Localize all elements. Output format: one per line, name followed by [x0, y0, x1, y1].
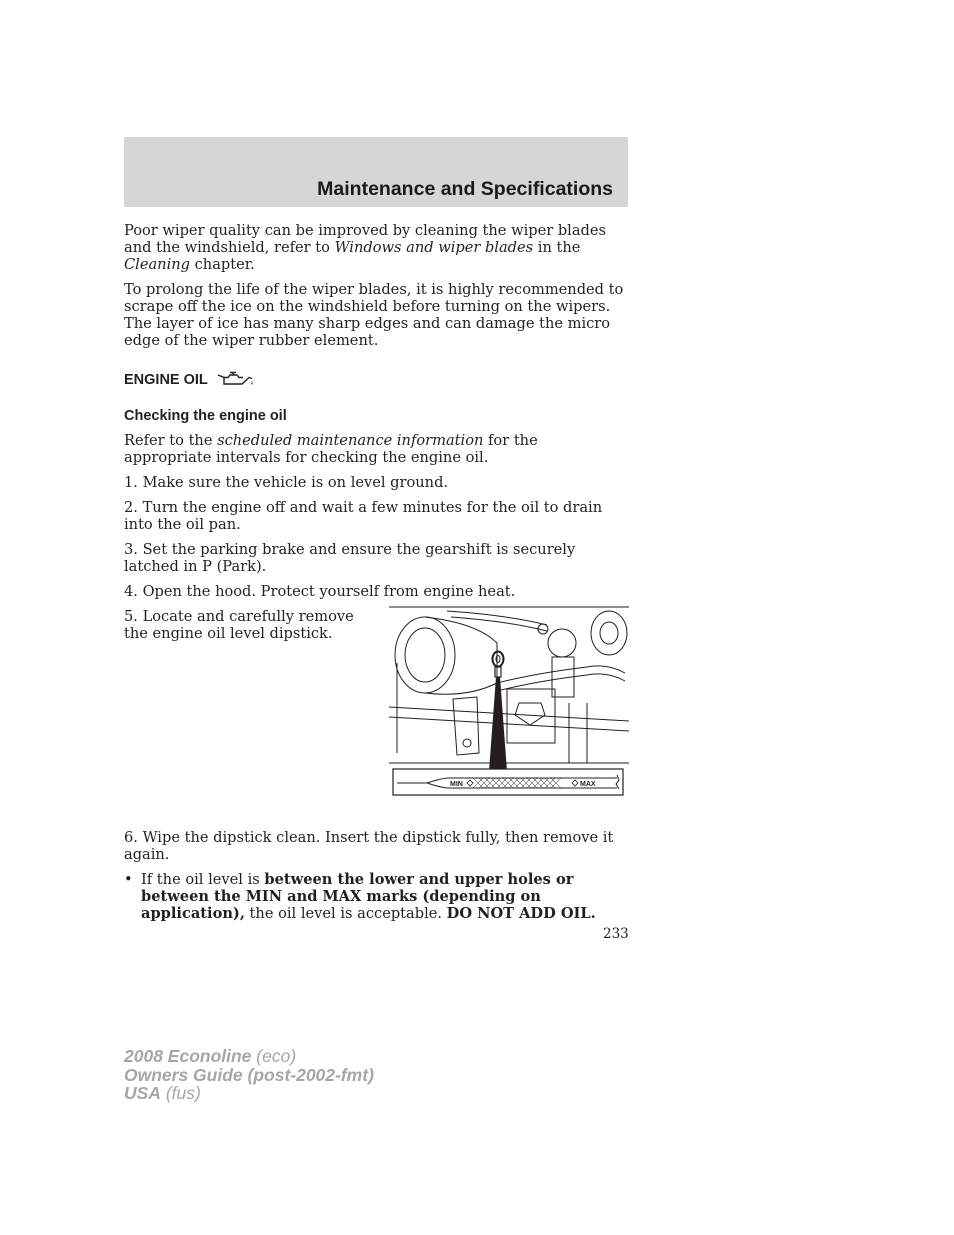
text-run: If the oil level is: [141, 871, 265, 888]
paragraph-wiper-ice: To prolong the life of the wiper blades, it is highly recommended to scrape off the ice on the windshield before turning on the wipers. The layer of ice has many sharp edges and can damage the micro edge of the wiper rubber element.: [124, 281, 624, 349]
oil-can-icon: [215, 371, 255, 389]
step-6: 6. Wipe the dipstick clean. Insert the dipstick fully, then remove it again.: [124, 829, 614, 863]
page-number: 233: [603, 926, 629, 942]
document-footer: [124, 1047, 374, 1103]
footer-line-guide: Owners Guide (post-2002-fmt): [124, 1064, 374, 1085]
engine-dipstick-illustration: [387, 603, 629, 799]
step-3: 3. Set the parking brake and ensure the gearshift is securely latched in P (Park).: [124, 541, 576, 575]
text-run: (fus): [160, 1083, 201, 1103]
text-run: Poor wiper quality can be improved by cleaning the wiper blades and the windshield, refer to: [124, 222, 607, 256]
link-text-scheduled-maintenance: scheduled maintenance information: [217, 432, 484, 449]
dipstick-max-label: MAX: [580, 781, 596, 788]
bold-text-run: between the lower and upper holes or between the MIN and MAX marks (depending on application),: [141, 871, 574, 922]
footer-line-region: [124, 1084, 374, 1103]
engine-oil-heading: [124, 371, 629, 389]
link-text-windows-wiper: Windows and wiper blades: [334, 239, 534, 256]
oil-level-bullet: [124, 871, 629, 922]
bullet-marker: •: [124, 871, 133, 888]
section-header-band: [124, 137, 628, 207]
step-2: 2. Turn the engine off and wait a few minutes for the oil to drain into the oil pan.: [124, 499, 603, 533]
dipstick-min-label: MIN: [450, 781, 463, 788]
step-4: 4. Open the hood. Protect yourself from engine heat.: [124, 583, 516, 600]
step-5: 5. Locate and carefully remove the engine oil level dipstick.: [124, 608, 354, 642]
bullet-text: [141, 871, 629, 922]
page-content: [124, 222, 629, 922]
text-run: USA: [124, 1083, 161, 1103]
step-5-row: [124, 608, 629, 799]
footer-line-model: [124, 1047, 374, 1066]
text-run: for the appropriate intervals for checking the engine oil.: [124, 432, 538, 466]
text-run: 2008 Econoline: [124, 1046, 252, 1066]
paragraph-intro: [124, 432, 629, 466]
text-run: the oil level is acceptable.: [244, 905, 447, 922]
text-run: (eco): [251, 1046, 297, 1066]
paragraph-wiper-quality: [124, 222, 629, 273]
step-1: 1. Make sure the vehicle is on level ground.: [124, 474, 449, 491]
link-text-cleaning: Cleaning: [124, 256, 190, 273]
do-not-add-oil-text: DO NOT ADD OIL.: [446, 905, 596, 922]
checking-oil-subheading: Checking the engine oil: [124, 408, 287, 424]
text-run: in the: [533, 239, 581, 256]
text-run: chapter.: [189, 256, 255, 273]
text-run: Refer to the: [124, 432, 218, 449]
section-title: Maintenance and Specifications: [317, 178, 613, 200]
engine-oil-heading-text: ENGINE OIL: [124, 371, 208, 388]
